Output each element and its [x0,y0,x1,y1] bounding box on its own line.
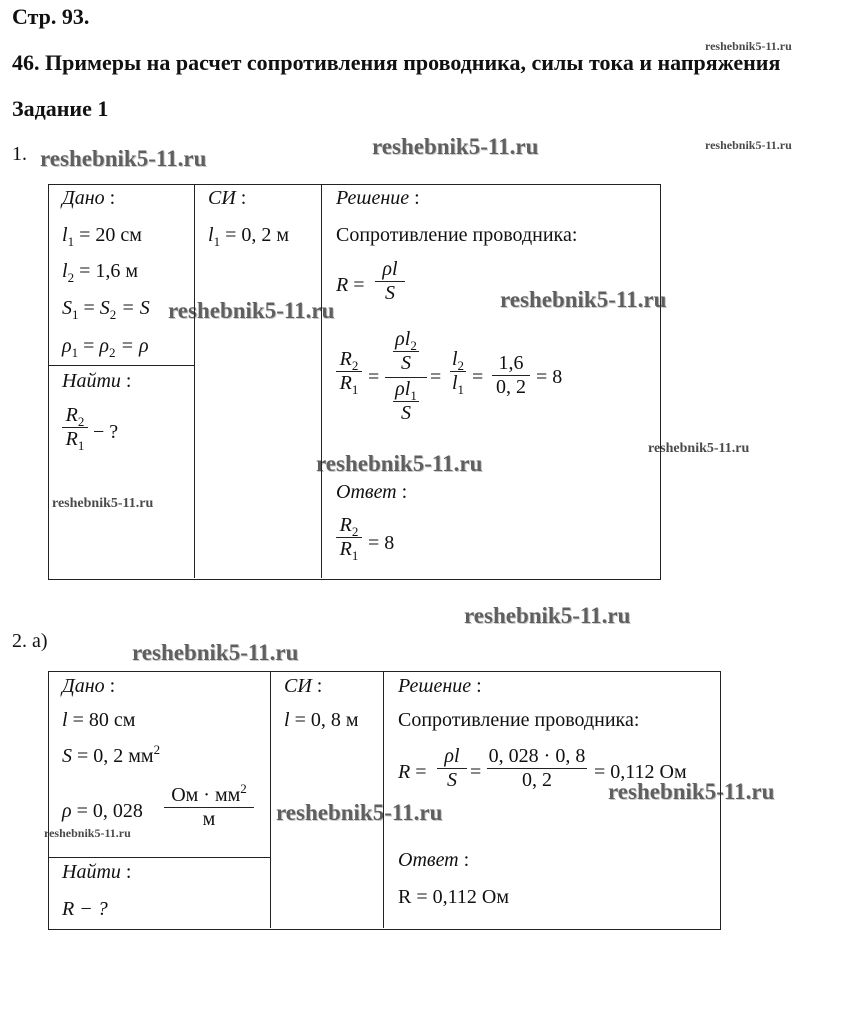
find-fraction: $R_2$ $R_1$ [62,404,88,451]
problem1-number: 1. [12,143,27,165]
find-value: R − ? [62,898,108,920]
solution-text: Сопротивление проводника: [398,709,640,731]
watermark: reshebnik5-11.ru [40,146,207,171]
solution-text: Сопротивление проводника: [336,224,578,246]
watermark: reshebnik5-11.ru [500,287,667,312]
rho-unit-fraction: Ом · $мм^2$ м [164,784,254,831]
given-s: S = 0, 2 $мм^2$ [62,742,161,767]
si-l: l = 0, 8 м [284,709,359,731]
watermark: reshebnik5-11.ru [705,39,792,53]
page-number: Стр. 93. [12,4,90,29]
watermark: reshebnik5-11.ru [44,826,131,840]
find-label: Найти : [62,861,132,883]
ratio-result: = 8 [536,366,563,388]
given-label: Дано : [62,187,116,209]
problem2-number: 2. а) [12,630,48,652]
si-label: СИ : [284,675,323,697]
watermark: reshebnik5-11.ru [316,451,483,476]
ratio-r2-r1: $R_2$ $R_1$ [336,348,362,395]
answer-label: Ответ : [398,849,470,871]
si-label: СИ : [208,187,247,209]
eq-sign: = [368,366,380,388]
given-label: Дано : [62,675,116,697]
ratio-values: 1,6 0, 2 [492,352,530,399]
answer-value: R = 0,112 Ом [398,886,509,908]
eq-sign: = [430,366,442,388]
solution-label: Решение : [336,187,420,209]
si-l1: $l_1 = 0$, 2 м [208,224,289,249]
watermark: reshebnik5-11.ru [608,779,775,804]
find-label: Найти : [62,370,132,392]
ratio-l2-l1: $l_2$ $l_1$ [451,348,465,397]
answer-fraction: $R_2$ $R_1$ [336,514,362,561]
formula-r: R = [398,761,427,783]
given-rho: $\rho_1 = \rho_2 = \rho$ [62,335,149,360]
watermark: reshebnik5-11.ru [168,298,335,323]
find-tail: − ? [93,421,119,443]
watermark: reshebnik5-11.ru [372,134,539,159]
compound-fraction: $\rho l_2$ S $\rho l_1$ S [385,328,427,425]
formula-r: R = [336,274,365,296]
given-s: $S_1 = S_2 = S$ [62,297,150,322]
formula-r-fraction: ρl S [437,745,467,792]
answer-label: Ответ : [336,481,408,503]
given-l: l = 80 см [62,709,136,731]
calc-fraction: 0, 028 · 0, 8 0, 2 [488,745,586,791]
page-title: 46. Примеры на расчет сопротивления проводника, силы тока и напряжения [12,50,781,75]
solution-label: Решение : [398,675,482,697]
watermark: reshebnik5-11.ru [276,800,443,825]
given-l2: $l_2 = 1,6$ м [62,260,138,285]
eq-sign: = [472,366,484,388]
watermark: reshebnik5-11.ru [464,603,631,628]
watermark: reshebnik5-11.ru [648,441,750,456]
watermark: reshebnik5-11.ru [52,496,154,511]
given-l1: $l_1 = 20$ см [62,224,142,249]
watermark: reshebnik5-11.ru [132,640,299,665]
calc-result: = 0,112 Ом [594,761,687,783]
task-heading: Задание 1 [12,96,109,121]
answer-value: = 8 [368,532,395,554]
given-rho: ρ = 0, 028 [62,800,143,822]
formula-r-fraction: ρl S [375,258,405,305]
watermark: reshebnik5-11.ru [705,138,792,152]
eq-sign: = [470,761,482,783]
